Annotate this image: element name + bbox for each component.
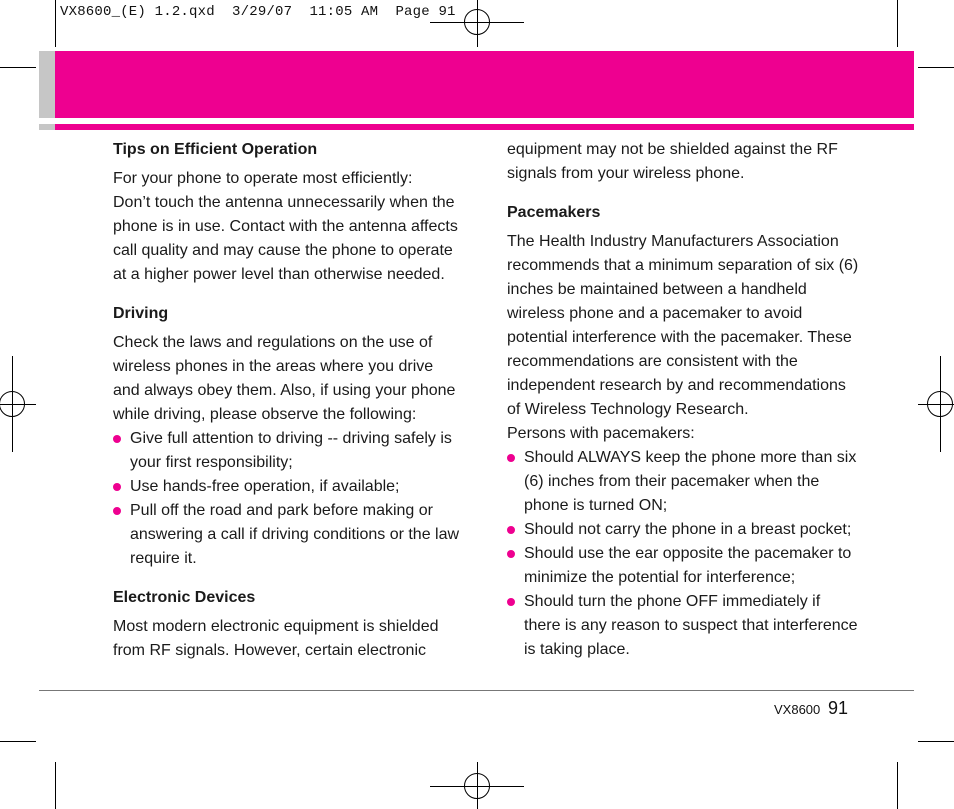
right-column [507, 138, 859, 677]
bullet-dot-icon [113, 507, 121, 515]
bullet-text: Use hands-free operation, if available; [130, 478, 400, 495]
print-slug: VX8600_(E) 1.2.qxd 3/29/07 11:05 AM Page 91 [60, 4, 456, 20]
bullet-text: Should ALWAYS keep the phone more than six (6) inches from their pacemaker when the phone is turned ON; [524, 449, 857, 514]
bullet-text: Give full attention to driving -- driving safely is your first responsibility; [130, 430, 452, 471]
list-item [507, 446, 859, 518]
header-band-gray [39, 51, 55, 118]
pacemakers-paragraph-1: The Health Industry Manufacturers Association recommends that a minimum separation of six (6) inches be maintained between a handheld wireless phone and a pacemaker to avoid potential interference with the pacemaker. These recommendations are consistent with the independent research by and recommendations of Wireless Technology Research. [507, 233, 859, 418]
pacemakers-heading: Pacemakers [507, 204, 601, 221]
pacemakers-bullet-list [507, 446, 859, 662]
tips-heading: Tips on Efficient Operation [113, 141, 318, 158]
footer-page-number: 91 [828, 698, 849, 718]
driving-paragraph: Check the laws and regulations on the use of wireless phones in the areas where you drive and always obey them. Also, if using your phone while driving, please observe the following: [113, 334, 456, 423]
bullet-dot-icon [507, 550, 515, 558]
registration-top-circle [464, 9, 490, 35]
crop-mark-bottom-left-v [55, 762, 56, 809]
bullet-dot-icon [507, 454, 515, 462]
list-item [507, 518, 859, 542]
registration-bottom-circle [464, 773, 490, 799]
registration-right-circle [927, 391, 953, 417]
crop-mark-bottom-right-h [918, 741, 954, 742]
crop-mark-bottom-right-v [897, 762, 898, 809]
header-band-pink [55, 51, 914, 118]
list-item [113, 475, 461, 499]
list-item [507, 542, 859, 590]
pacemakers-paragraph-2: Persons with pacemakers: [507, 425, 695, 442]
driving-heading: Driving [113, 305, 169, 322]
bullet-text: Should turn the phone OFF immediately if there is any reason to suspect that interference is taking place. [524, 593, 858, 658]
tips-paragraph-1: For your phone to operate most efficiently: [113, 170, 413, 187]
electronic-devices-continued: equipment may not be shielded against the RF signals from your wireless phone. [507, 141, 838, 182]
list-item [113, 427, 461, 475]
list-item [507, 590, 859, 662]
footer-divider [39, 690, 914, 691]
tips-paragraph-2: Don’t touch the antenna unnecessarily when the phone is in use. Contact with the antenna affects call quality and may cause the phone to operate at a higher power level than otherwise needed. [113, 194, 458, 283]
bullet-dot-icon [113, 435, 121, 443]
footer-model-name: VX8600 [774, 702, 821, 717]
crop-mark-top-left-h [0, 67, 36, 68]
bullet-text: Should use the ear opposite the pacemaker to minimize the potential for interference; [524, 545, 852, 586]
electronic-devices-paragraph: Most modern electronic equipment is shielded from RF signals. However, certain electronic [113, 618, 439, 659]
bullet-dot-icon [507, 598, 515, 606]
driving-bullet-list [113, 427, 461, 571]
bullet-dot-icon [507, 526, 515, 534]
header-stripe-pink [55, 124, 914, 130]
bullet-text: Pull off the road and park before making or answering a call if driving conditions or the law require it. [130, 502, 460, 567]
electronic-devices-heading: Electronic Devices [113, 589, 256, 606]
registration-left-circle [0, 391, 25, 417]
crop-mark-top-left-v [55, 0, 56, 47]
crop-mark-top-right-h [918, 67, 954, 68]
header-stripe-gray [39, 124, 55, 130]
left-column [113, 138, 461, 663]
bullet-dot-icon [113, 483, 121, 491]
list-item [113, 499, 461, 571]
crop-mark-top-right-v [897, 0, 898, 47]
bullet-text: Should not carry the phone in a breast pocket; [524, 521, 852, 538]
crop-mark-bottom-left-h [0, 741, 36, 742]
